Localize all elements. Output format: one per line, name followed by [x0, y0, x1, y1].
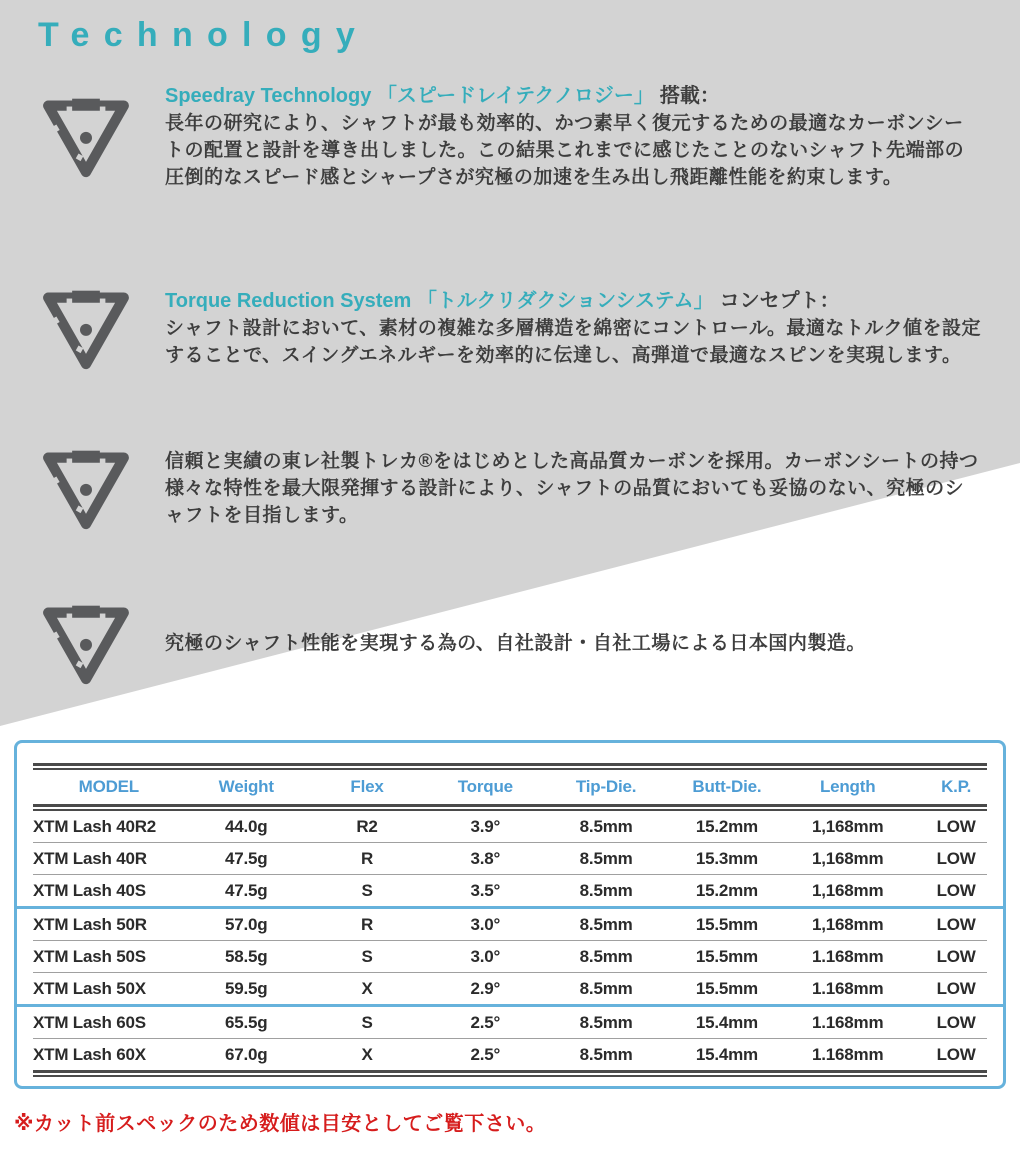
triangle-logo-icon — [38, 91, 165, 183]
table-row — [17, 1039, 1003, 1070]
spec-cell: 3.8° — [470, 848, 501, 868]
spec-cell: LOW — [936, 1044, 976, 1064]
table-rule-header-bottom — [33, 804, 987, 811]
spec-cell: XTM Lash 40R2 — [33, 816, 157, 836]
spec-cell: S — [361, 1012, 373, 1032]
spec-cell: 1,168mm — [811, 848, 884, 868]
spec-cell: 8.5mm — [579, 1012, 633, 1032]
page-title: Technology — [38, 16, 370, 54]
spec-cell: 1.168mm — [811, 978, 884, 998]
spec-cell: LOW — [936, 848, 976, 868]
spec-cell: 3.5° — [470, 880, 501, 900]
spec-cell: 47.5g — [224, 880, 268, 900]
column-header: Tip-Die. — [575, 777, 637, 796]
spec-cell: R — [360, 848, 374, 868]
spec-cell: XTM Lash 60X — [33, 1044, 146, 1064]
table-row — [17, 811, 1003, 842]
section-body: シャフト設計において、素材の複雑な多層構造を綿密にコントロール。最適なトルク値を設定することで、スイングエネルギーを効率的に伝達し、高弾道で最適なスピンを実現します。 — [165, 318, 981, 366]
table-row — [17, 1007, 1003, 1038]
spec-cell: 3.9° — [470, 816, 501, 836]
spec-cell: 3.0° — [470, 946, 501, 966]
column-header: Torque — [457, 777, 513, 796]
spec-cell: XTM Lash 50R — [33, 914, 147, 934]
spec-cell: S — [361, 946, 373, 966]
spec-cell: 8.5mm — [579, 880, 633, 900]
spec-cell: 1,168mm — [811, 816, 884, 836]
section-heading: Torque Reduction System 「トルクリダクションシステム」 コンセプト： — [165, 290, 840, 312]
spec-cell: XTM Lash 40R — [33, 848, 147, 868]
table-row — [17, 875, 1003, 906]
spec-cell: 1,168mm — [811, 914, 884, 934]
table-rule-bottom — [33, 1070, 987, 1077]
spec-cell: 44.0g — [224, 816, 268, 836]
spec-cell: 2.5° — [470, 1012, 501, 1032]
section-carbon-quality — [0, 441, 1020, 536]
table-rule-top — [33, 763, 987, 770]
spec-cell: XTM Lash 60S — [33, 1012, 146, 1032]
spec-cell: 15.2mm — [695, 816, 758, 836]
spec-cell: 8.5mm — [579, 1044, 633, 1064]
section-speedray — [0, 83, 1020, 191]
spec-cell: XTM Lash 50S — [33, 946, 146, 966]
spec-cell: 15.5mm — [695, 978, 758, 998]
spec-cell: 15.4mm — [695, 1012, 758, 1032]
spec-cell: 15.2mm — [695, 880, 758, 900]
spec-cell: 2.9° — [470, 978, 501, 998]
column-header: Butt-Die. — [692, 777, 762, 796]
spec-cell: X — [361, 978, 373, 998]
spec-cell: 47.5g — [224, 848, 268, 868]
section-made-in-japan — [0, 596, 1020, 691]
spec-footnote: ※カット前スペックのため数値は目安としてご覧下さい。 — [14, 1113, 547, 1135]
spec-cell: XTM Lash 50X — [33, 978, 146, 998]
section-torque-reduction — [0, 281, 1020, 376]
spec-cell: 1.168mm — [811, 1012, 884, 1032]
section-body: 信頼と実績の東レ社製トレカ®をはじめとした高品質カーボンを採用。カーボンシートの持つ様々な特性を最大限発揮する設計により、シャフトの品質においても妥協のない、究極のシャフトを目指します。 — [165, 451, 979, 526]
spec-cell: 8.5mm — [579, 848, 633, 868]
section-body: 究極のシャフト性能を実現する為の、自社設計・自社工場による日本国内製造。 — [165, 633, 866, 654]
spec-cell: 2.5° — [470, 1044, 501, 1064]
triangle-logo-icon — [38, 598, 165, 690]
column-header: Length — [819, 777, 876, 796]
spec-cell: 8.5mm — [579, 816, 633, 836]
spec-cell: LOW — [936, 816, 976, 836]
spec-cell: 3.0° — [470, 914, 501, 934]
spec-cell: 57.0g — [224, 914, 268, 934]
triangle-logo-icon — [38, 283, 165, 375]
spec-cell: LOW — [936, 880, 976, 900]
spec-cell: 67.0g — [224, 1044, 268, 1064]
section-body: 長年の研究により、シャフトが最も効率的、かつ素早く復元するための最適なカーボンシートの配置と設計を導き出しました。この結果これまでに感じたことのないシャフト先端部の圧倒的なスピード感とシャープさが究極の加速を生み出し飛距離性能を約束します。 — [165, 113, 965, 188]
spec-cell: 58.5g — [224, 946, 268, 966]
column-header: Flex — [350, 777, 384, 796]
spec-cell: LOW — [936, 1012, 976, 1032]
spec-cell: 1.168mm — [811, 1044, 884, 1064]
spec-cell: 15.5mm — [695, 946, 758, 966]
spec-cell: 8.5mm — [579, 978, 633, 998]
spec-cell: R — [360, 914, 374, 934]
spec-cell: 15.5mm — [695, 914, 758, 934]
spec-table — [14, 740, 1006, 1089]
spec-cell: S — [361, 880, 373, 900]
table-row — [17, 973, 1003, 1004]
spec-cell: 65.5g — [224, 1012, 268, 1032]
spec-cell: 8.5mm — [579, 914, 633, 934]
spec-cell: 1,168mm — [811, 880, 884, 900]
spec-cell: XTM Lash 40S — [33, 880, 146, 900]
table-row — [17, 941, 1003, 972]
table-row — [17, 843, 1003, 874]
spec-cell: R2 — [356, 816, 378, 836]
column-header: Weight — [218, 777, 274, 796]
spec-cell: LOW — [936, 978, 976, 998]
spec-cell: 1.168mm — [811, 946, 884, 966]
spec-cell: LOW — [936, 946, 976, 966]
section-heading: Speedray Technology 「スピードレイテクノロジー」 搭載： — [165, 85, 720, 107]
column-header: MODEL — [78, 777, 139, 796]
spec-cell: 8.5mm — [579, 946, 633, 966]
spec-cell: 15.3mm — [695, 848, 758, 868]
triangle-logo-icon — [38, 443, 165, 535]
spec-cell: X — [361, 1044, 373, 1064]
spec-cell: 59.5g — [224, 978, 268, 998]
table-header-row — [17, 770, 1003, 804]
table-row — [17, 909, 1003, 940]
spec-cell: LOW — [936, 914, 976, 934]
column-header: K.P. — [941, 777, 972, 796]
spec-cell: 15.4mm — [695, 1044, 758, 1064]
